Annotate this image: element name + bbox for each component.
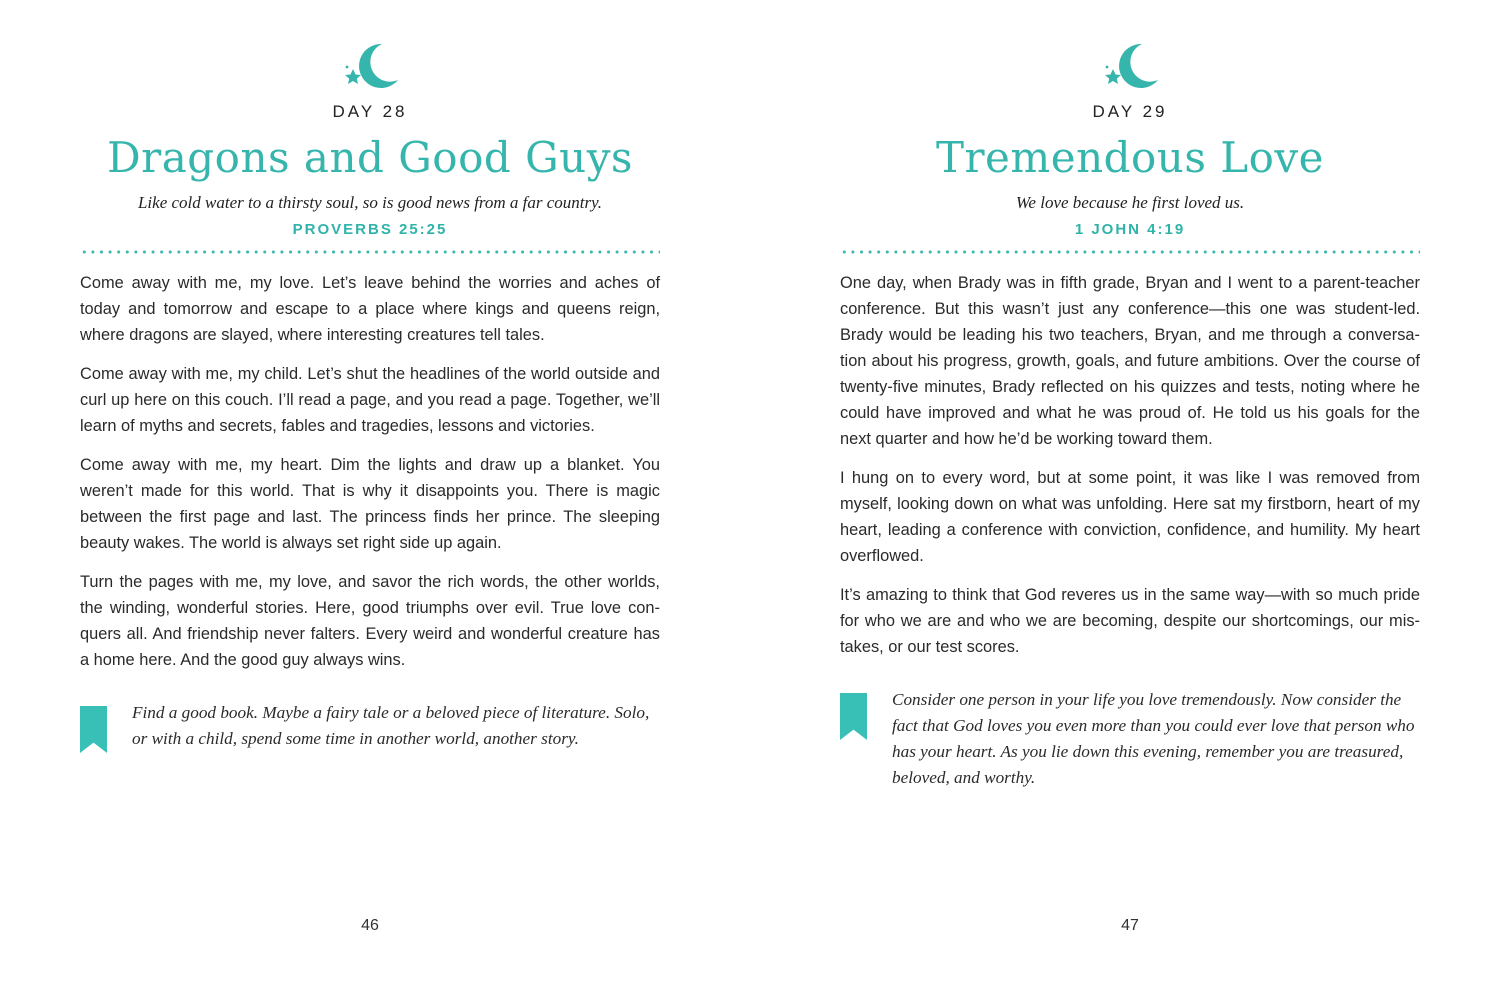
left-page xyxy=(80,0,660,1000)
paragraph: Turn the pages with me, my love, and savor the rich words, the other worlds, the winding, wonderful stories. Here, good triumphs over evil. True love conquers all. And friendship never falters. Every weird and wonderful creature has a home here. And the good guy always wins. xyxy=(80,573,660,669)
page-title: Dragons and Good Guys xyxy=(107,133,633,182)
body-text xyxy=(80,270,660,686)
page-title: Tremendous Love xyxy=(935,133,1325,182)
note-text: Find a good book. Maybe a fairy tale or a beloved piece of literature. Solo, or with a child, spend some time in another world, another story. xyxy=(132,703,650,748)
scripture-reference: 1 JOHN 4:19 xyxy=(1074,221,1186,238)
crescent-moon-star-icon xyxy=(342,40,398,92)
bookmark-ribbon-icon xyxy=(840,693,867,740)
reflection-note xyxy=(840,687,1420,791)
bookmark-ribbon-icon xyxy=(80,706,107,753)
reflection-note xyxy=(80,700,660,752)
crescent-moon-star-icon xyxy=(1102,40,1158,92)
dotted-divider xyxy=(840,250,1420,254)
note-text: Consider one person in your life you love tremendously. Now consider the fact that God loves you even more than you could ever love that person who has your heart. As you lie down this evening, remember you are treasured, beloved, and worthy. xyxy=(892,690,1415,787)
body-text xyxy=(840,270,1420,673)
right-page xyxy=(840,0,1420,1000)
page-number: 46 xyxy=(361,917,379,934)
day-label: DAY 29 xyxy=(1092,102,1168,121)
paragraph: Come away with me, my child. Let’s shut the headlines of the world outside and curl up here on this couch. I’ll read a page, and you read a page. Together, we’ll learn of myths and secrets, fables and tragedies, lessons and victories. xyxy=(80,365,660,435)
paragraph: One day, when Brady was in fifth grade, Bryan and I went to a parent-teacher conference. But this wasn’t just any conference—this one was student-led. Brady would be leading his two teachers, Bryan, and me through a conversation about his progress, growth, goals, and future ambitions. Over the course of twenty-five minutes, Brady reflected on his quizzes and tests, noting where he could have improved and what he was proud of. He told us his goals for the next quarter and how he’d be working toward them. xyxy=(840,274,1420,448)
paragraph: Come away with me, my love. Let’s leave behind the worries and aches of today and tomorrow and escape to a place where kings and queens reign, where dragons are slayed, where interesting creatures tell tales. xyxy=(80,274,660,344)
paragraph: I hung on to every word, but at some point, it was like I was removed from myself, looking down on what was unfolding. Here sat my firstborn, heart of my heart, leading a conference with conviction, confidence, and humility. My heart overflowed. xyxy=(840,469,1420,565)
paragraph: It’s amazing to think that God reveres us in the same way—with so much pride for who we are and who we are becoming, despite our shortcomings, our mistakes, or our test scores. xyxy=(840,586,1420,656)
scripture-reference: PROVERBS 25:25 xyxy=(292,221,448,238)
day-label: DAY 28 xyxy=(332,102,408,121)
scripture-verse: We love because he first loved us. xyxy=(1015,193,1245,212)
scripture-verse: Like cold water to a thirsty soul, so is good news from a far country. xyxy=(137,193,603,212)
page-number: 47 xyxy=(1121,917,1139,934)
paragraph: Come away with me, my heart. Dim the lights and draw up a blanket. You weren’t made for this world. That is why it disappoints you. There is magic between the first page and last. The princess finds her prince. The sleeping beauty wakes. The world is always set right side up again. xyxy=(80,456,660,552)
dotted-divider xyxy=(80,250,660,254)
